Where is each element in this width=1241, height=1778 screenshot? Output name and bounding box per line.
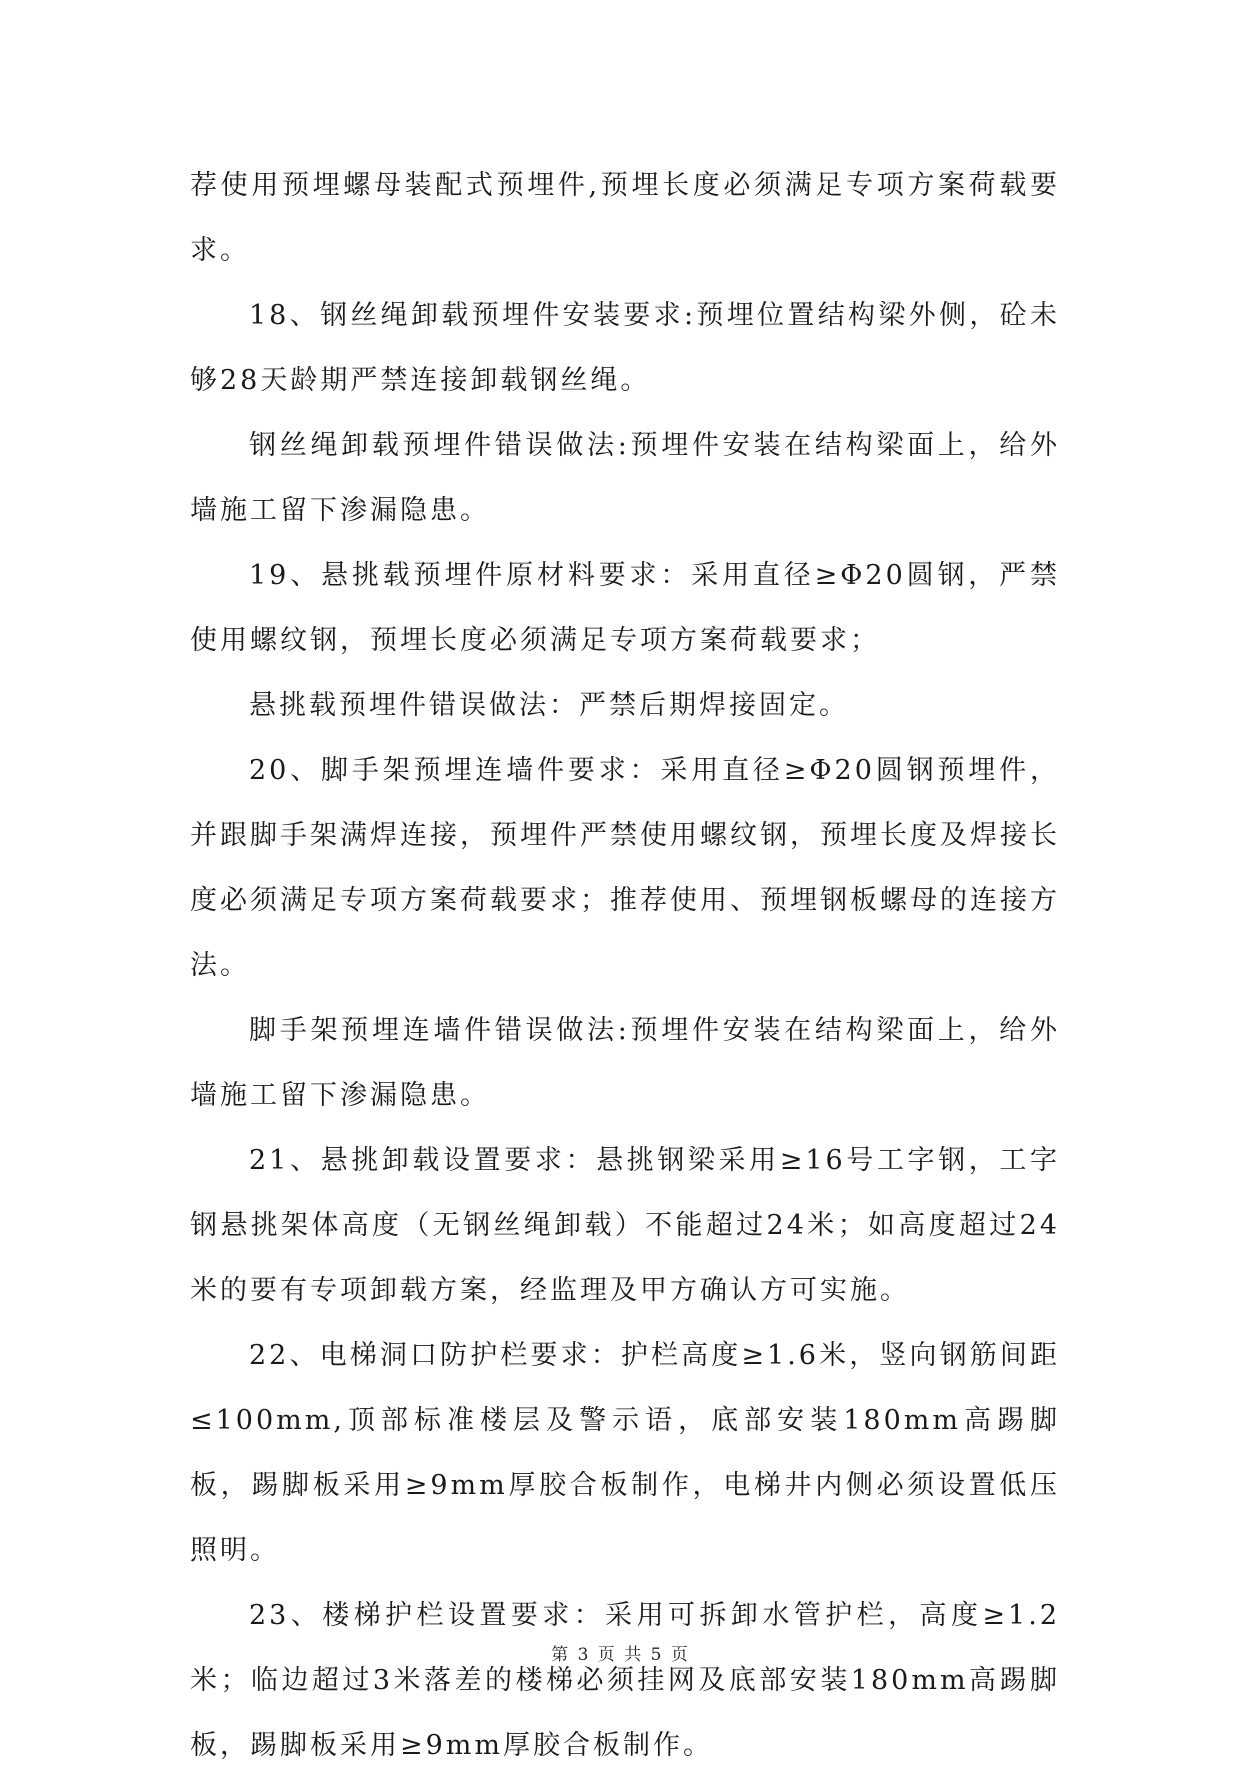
paragraph-9: 23、楼梯护栏设置要求：采用可拆卸水管护栏，高度≥1.2米；临边超过3米落差的楼梯必须挂网及底部安装180mm高踢脚板，踢脚板采用≥9mm厚胶合板制作。 (190, 1600, 1060, 1761)
paragraph-6: 脚手架预埋连墙件错误做法:预埋件安装在结构梁面上，给外墙施工留下渗漏隐患。 (190, 1015, 1060, 1111)
body-text (190, 153, 1060, 1778)
paragraph-3: 19、悬挑载预埋件原材料要求：采用直径≥Φ20圆钢，严禁使用螺纹钢，预埋长度必须满足专项方案荷载要求； (190, 560, 1060, 656)
paragraph-2: 钢丝绳卸载预埋件错误做法:预埋件安装在结构梁面上，给外墙施工留下渗漏隐患。 (190, 430, 1060, 526)
paragraph-5: 20、脚手架预埋连墙件要求：采用直径≥Φ20圆钢预埋件，并跟脚手架满焊连接，预埋件严禁使用螺纹钢，预埋长度及焊接长度必须满足专项方案荷载要求；推荐使用、预埋钢板螺母的连接方法。 (190, 755, 1060, 981)
paragraph-4: 悬挑载预埋件错误做法：严禁后期焊接固定。 (249, 690, 849, 721)
paragraph-0: 荐使用预埋螺母装配式预埋件,预埋长度必须满足专项方案荷载要求。 (190, 170, 1060, 266)
paragraph-7: 21、悬挑卸载设置要求：悬挑钢梁采用≥16号工字钢，工字钢悬挑架体高度（无钢丝绳卸载）不能超过24米；如高度超过24米的要有专项卸载方案，经监理及甲方确认方可实施。 (190, 1145, 1060, 1306)
paragraph-8: 22、电梯洞口防护栏要求：护栏高度≥1.6米，竖向钢筋间距≤100mm,顶部标准楼层及警示语，底部安装180mm高踢脚板，踢脚板采用≥9mm厚胶合板制作，电梯井内侧必须设置低压照明。 (190, 1340, 1060, 1566)
paragraph-1: 18、钢丝绳卸载预埋件安装要求:预埋位置结构梁外侧，砼未够28天龄期严禁连接卸载钢丝绳。 (190, 300, 1060, 396)
page-number-footer: 第 3 页 共 5 页 (551, 1645, 690, 1665)
